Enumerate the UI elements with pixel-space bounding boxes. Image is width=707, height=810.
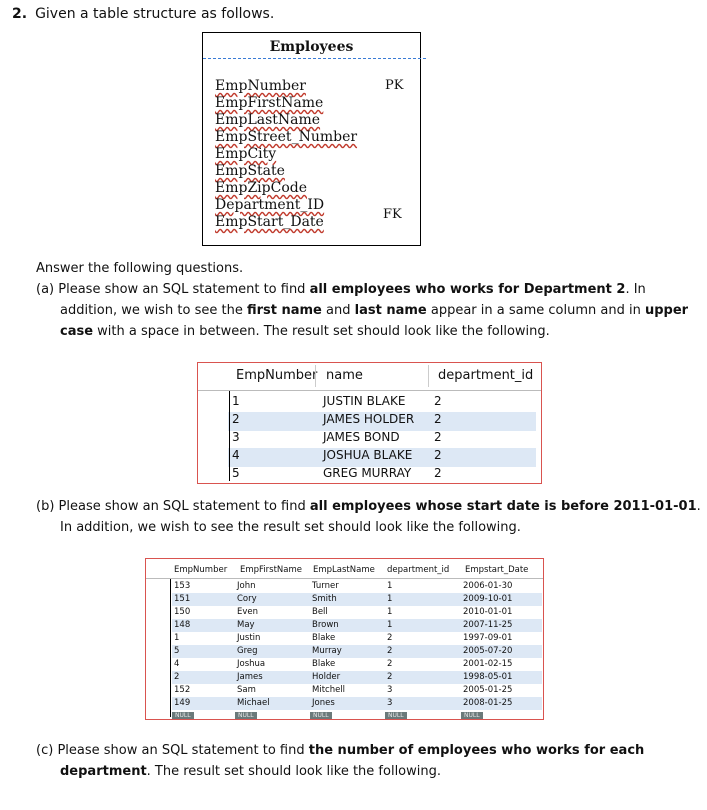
column-header: EmpLastName [313,565,375,575]
answer-intro: Answer the following questions. [36,261,244,276]
cell: Jones [312,698,335,708]
cell: Justin [237,633,261,643]
result-table-b [145,558,544,720]
cell: 1 [387,620,393,630]
table-row [172,606,542,619]
foreign-key-label: FK [383,207,402,222]
cell: 2 [434,448,442,462]
field-empfirstname: EmpFirstName [215,95,324,111]
field-empstate: EmpState [215,163,285,179]
primary-key-label: PK [385,78,404,93]
cell: 2 [387,633,393,643]
table-row [228,394,536,413]
cell: Blake [312,633,336,643]
row-number-divider [229,391,230,481]
cell: 2007-11-25 [463,620,513,630]
cell: 4 [232,448,240,462]
column-separator [428,365,429,387]
cell: 153 [174,581,191,591]
cell: 2 [232,412,240,426]
cell: 152 [174,685,191,695]
column-header: EmpNumber [236,368,318,383]
question-b [36,496,707,538]
cell: 3 [232,430,240,444]
cell: Sam [237,685,256,695]
table-row [228,430,536,449]
cell: James [237,672,263,682]
table-row [172,632,542,645]
cell: Greg [237,646,258,656]
cell: May [237,620,255,630]
result-table-a [197,362,542,484]
question-a-text: . In addition, we wish to see the [60,282,646,318]
cell: John [237,581,256,591]
cell: 3 [387,698,393,708]
header-divider [198,390,541,391]
question-c-text: . The result set should look like the following. [146,764,441,779]
row-number-divider [170,579,171,717]
question-c-bold: the number of employees who works for each department [60,743,645,779]
cell: 2005-07-20 [463,646,513,656]
table-row [172,619,542,632]
question-b-text: . In addition, we wish to see the result set should look like the following. [60,499,701,535]
table-row [172,580,542,593]
question-a [36,279,700,342]
question-a-text: and [321,303,355,318]
cell: 4 [174,659,180,669]
field-empnumber: EmpNumber [215,78,306,94]
question-a-text: appear in a same column and in [426,303,645,318]
table-row [172,593,542,606]
cell: JAMES BOND [323,430,400,444]
cell: 2 [434,394,442,408]
question-a-text: Please show an SQL statement to find [58,282,310,297]
table-row [228,448,536,467]
cell: JOSHUA BLAKE [323,448,413,462]
cell: 2 [387,672,393,682]
entity-field-list [215,78,357,231]
cell: 2005-01-25 [463,685,513,695]
column-header: name [326,368,363,383]
question-c [36,740,700,782]
cell: Even [237,607,259,617]
cell: 1 [387,581,393,591]
field-department-id: Department_ID [215,197,325,213]
cell: Mitchell [312,685,346,695]
cell: 1 [232,394,240,408]
field-empzipcode: EmpZipCode [215,180,308,196]
cell: 1997-09-01 [463,633,513,643]
cell: Cory [237,594,257,604]
question-b-text: Please show an SQL statement to find [58,499,310,514]
cell: 2009-10-01 [463,594,513,604]
cell: 2 [174,672,180,682]
null-row [172,710,542,719]
cell: 2006-01-30 [463,581,513,591]
field-empstart-date: EmpStart_Date [215,214,324,230]
cell: 150 [174,607,191,617]
employees-entity-box [202,32,421,246]
question-b-label: (b) [36,499,55,514]
cell: 149 [174,698,191,708]
cell: 1 [174,633,180,643]
cell: Michael [237,698,270,708]
question-text: Given a table structure as follows. [35,6,275,22]
question-a-bold: all employees who works for Department 2 [309,282,626,297]
cell: 5 [174,646,180,656]
cell: 2001-02-15 [463,659,513,669]
null-cell: NULL [235,712,257,719]
entity-divider [203,58,426,59]
table-row [172,684,542,697]
cell: Smith [312,594,337,604]
header-divider [146,578,543,579]
cell: GREG MURRAY [323,466,412,480]
null-cell: NULL [385,712,407,719]
cell: 2 [434,412,442,426]
cell: 1 [387,594,393,604]
cell: 1998-05-01 [463,672,513,682]
question-number: 2. [12,6,28,22]
question-a-bold: first name [246,303,322,318]
table-row [172,645,542,658]
cell: 3 [387,685,393,695]
entity-title: Employees [269,39,354,55]
cell: 1 [387,607,393,617]
null-cell: NULL [310,712,332,719]
column-header: department_id [387,565,450,575]
cell: 2008-01-25 [463,698,513,708]
cell: 2 [434,430,442,444]
cell: Bell [312,607,328,617]
table-row [172,697,542,710]
cell: 151 [174,594,191,604]
field-empcity: EmpCity [215,146,277,162]
field-empstreet-number: EmpStreet_Number [215,129,358,145]
cell: JAMES HOLDER [323,412,415,426]
question-a-label: (a) [36,282,55,297]
cell: Holder [312,672,341,682]
table-row [172,658,542,671]
cell: 2 [387,646,393,656]
field-emplastname: EmpLastName [215,112,321,128]
question-a-bold: upper case [60,303,689,339]
column-header: EmpNumber [174,565,228,575]
column-separator [315,365,316,387]
null-cell: NULL [172,712,194,719]
cell: 2 [434,466,442,480]
question-c-text: Please show an SQL statement to find [57,743,309,758]
cell: 5 [232,466,240,480]
cell: Turner [312,581,339,591]
table-row [228,412,536,431]
cell: Joshua [237,659,266,669]
cell: 2 [387,659,393,669]
cell: 2010-01-01 [463,607,513,617]
question-c-label: (c) [36,743,54,758]
cell: JUSTIN BLAKE [323,394,406,408]
table-row [228,466,536,485]
cell: Murray [312,646,342,656]
question-a-bold: last name [354,303,427,318]
column-header: EmpFirstName [240,565,303,575]
column-header: department_id [438,368,534,383]
null-cell: NULL [461,712,483,719]
question-b-bold: all employees whose start date is before 2011-01-01 [309,499,697,514]
table-row [172,671,542,684]
column-header: Empstart_Date [465,565,529,575]
question-header [12,6,274,22]
cell: Blake [312,659,336,669]
question-a-text: with a space in between. The result set should look like the following. [93,324,550,339]
cell: Brown [312,620,339,630]
cell: 148 [174,620,191,630]
